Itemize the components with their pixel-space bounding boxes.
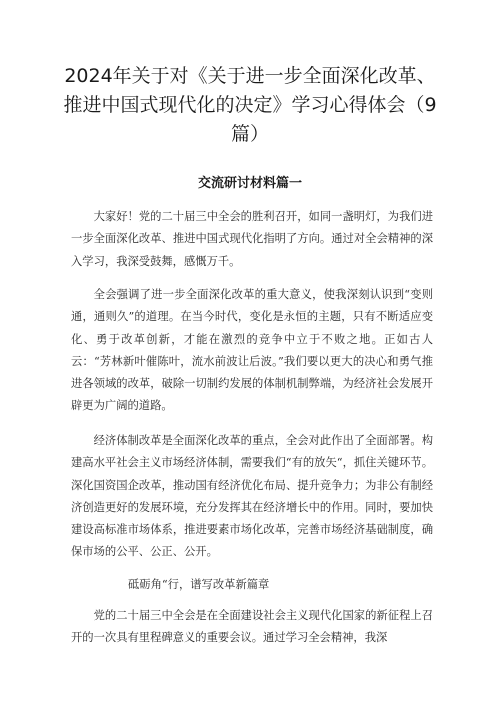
- body-paragraph-2: 全会强调了进一步全面深化改革的重大意义，使我深刻认识到“变则通，通则久”的道理。在当今时代，变化是永恒的主题，只有不断适应变化、勇于改革创新，才能在激烈的竞争中立于不败之地。正如古人云：“芳林新叶催陈叶，流水前波让后波。”我们要以更大的决心和勇气推进各领域的改革，破除一切制约发展的体制机制弊端，为经济社会发展开辟更为广阔的道路。: [71, 288, 433, 413]
- subsection-heading: 砥砺角“行，谱写改革新篇章: [128, 578, 270, 591]
- body-paragraph-3: 经济体制改革是全面深化改革的重点，全会对此作出了全面部署。构建高水平社会主义市场经济体制，需要我们“有的放矢“，抓住关键环节。深化国资国企改革，推动国有经济优化布局、提升竞争力；为非公有制经济创造更好的发展环境，充分发挥其在经济增长中的作用。同时，要加快建设高标准市场体系，推进要素市场化改革，完善市场经济基础制度，确保市场的公平、公正、公开。: [71, 434, 433, 559]
- body-paragraph-1: 大家好！党的二十届三中全会的胜利召开，如同一盏明灯，为我们进一步全面深化改革、推进中国式现代化指明了方向。通过对全会精神的深入学习，我深受鼓舞，感慨万千。: [71, 210, 433, 268]
- document-title: 2024年关于对《关于进一步全面深化改革、推进中国式现代化的决定》学习心得体会（9篇）: [63, 65, 437, 145]
- section-heading: 交流研讨材料篇一: [197, 176, 302, 191]
- body-paragraph-4: 党的二十届三中全会是在全面建设社会主义现代化国家的新征程上召开的一次具有里程碑意义的重要会议。通过学习全会精神，我深: [71, 609, 433, 645]
